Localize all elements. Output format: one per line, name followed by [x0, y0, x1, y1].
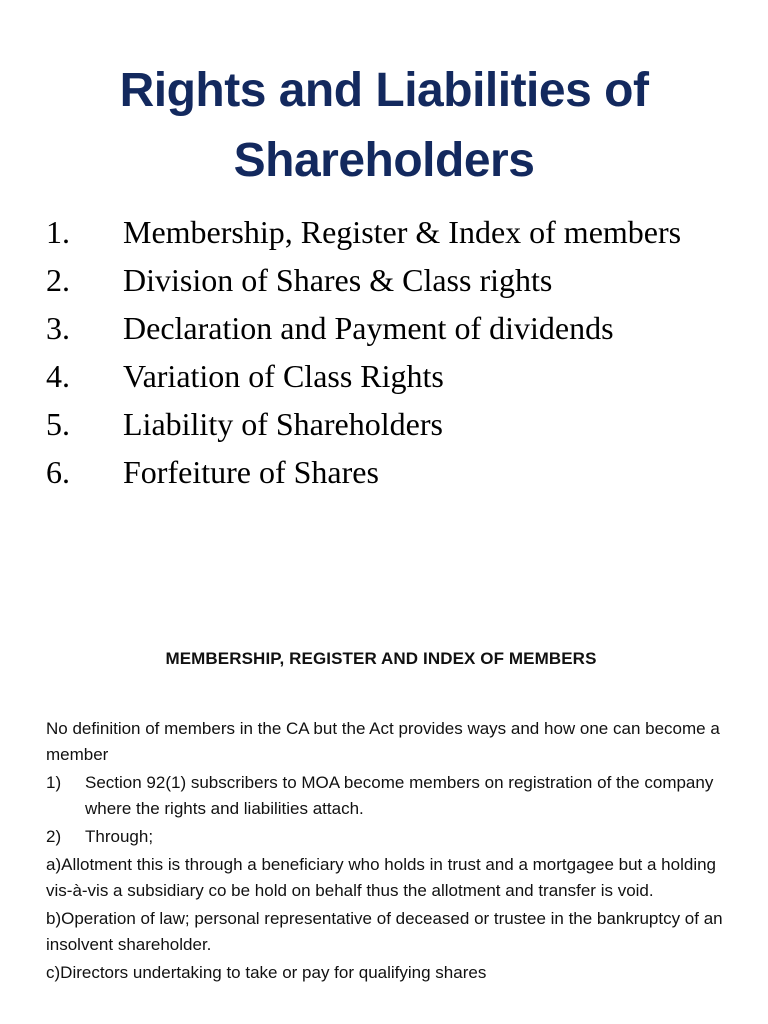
item-number: 2.	[46, 262, 70, 298]
item-number: 6.	[46, 454, 70, 490]
section-body	[46, 716, 736, 988]
intro-paragraph: No definition of members in the CA but the Act provides ways and how one can become a member	[46, 719, 720, 764]
list-item	[46, 256, 766, 304]
numbered-item-text: Section 92(1) subscribers to MOA become members on registration of the company where the rights and liabilities attach.	[85, 773, 714, 818]
item-text: Division of Shares & Class rights	[123, 262, 553, 298]
numbered-item	[46, 770, 736, 822]
item-number: 3.	[46, 310, 70, 346]
numbered-item-number: 2)	[46, 827, 62, 846]
item-text: Declaration and Payment of dividends	[123, 310, 614, 346]
item-text: Membership, Register & Index of members	[123, 214, 682, 250]
item-text: Liability of Shareholders	[123, 406, 443, 442]
title-line-1: Rights and Liabilities of	[119, 64, 649, 117]
slide-membership	[0, 540, 768, 1024]
item-number: 4.	[46, 358, 70, 394]
list-item	[46, 448, 766, 496]
item-text: Forfeiture of Shares	[123, 454, 379, 490]
numbered-item-text: Through;	[85, 827, 154, 846]
page-title	[0, 56, 768, 196]
numbered-item	[46, 824, 736, 850]
item-text: Variation of Class Rights	[123, 358, 444, 394]
paragraph-c: c)Directors undertaking to take or pay for qualifying shares	[46, 963, 487, 982]
list-item	[46, 304, 766, 352]
section-heading: MEMBERSHIP, REGISTER AND INDEX OF MEMBERS	[165, 649, 597, 668]
topics-list	[46, 208, 766, 496]
list-item	[46, 352, 766, 400]
numbered-item-number: 1)	[46, 773, 62, 792]
list-item	[46, 208, 766, 256]
item-number: 5.	[46, 406, 70, 442]
list-item	[46, 400, 766, 448]
paragraph-b: b)Operation of law; personal representative of deceased or trustee in the bankruptcy of an insolvent shareholder.	[46, 909, 723, 954]
title-line-2: Shareholders	[233, 134, 535, 187]
paragraph-a: a)Allotment this is through a beneficiary who holds in trust and a mortgagee but a holding vis-à-vis a subsidiary co be hold on behalf thus the allotment and transfer is void.	[46, 855, 717, 900]
item-number: 1.	[46, 214, 70, 250]
